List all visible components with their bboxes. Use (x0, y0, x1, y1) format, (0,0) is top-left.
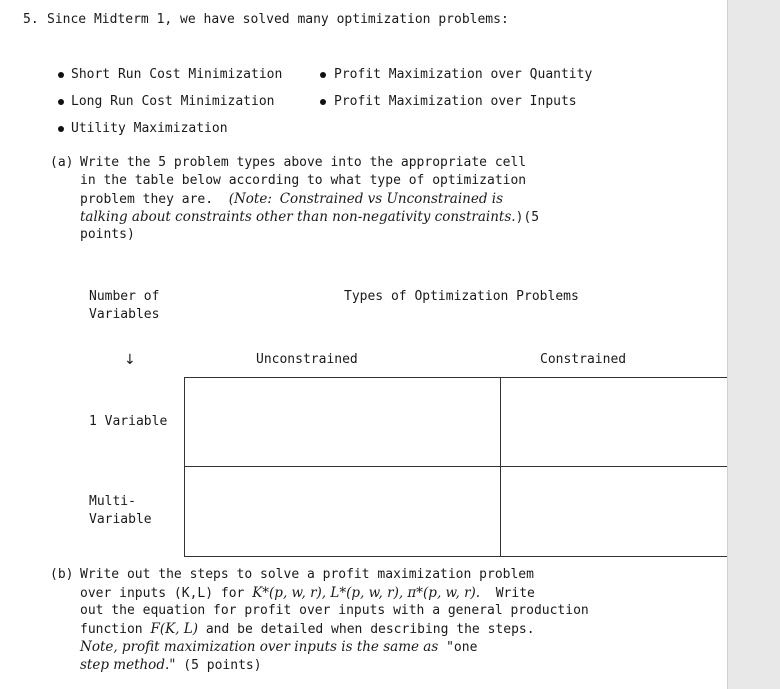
part-a-line-2: in the table below according to what type of optimization (80, 173, 527, 188)
header-variables: Variables (89, 307, 160, 322)
header-number-of: Number of (89, 289, 160, 304)
part-b-label: (b) (50, 567, 74, 582)
part-a-line-5: points) (80, 227, 135, 242)
part-b-line-4: function F(K, L) and be detailed when describing the steps. (80, 621, 535, 637)
part-b-line-3: out the equation for profit over inputs with a general production (80, 603, 589, 618)
part-a-line-1: Write the 5 problem types above into the appropriate cell (80, 155, 527, 170)
problem-type-utility: Utility Maximization (71, 121, 228, 136)
bullet-icon (58, 72, 64, 78)
cell-1-variable-unconstrained[interactable] (185, 378, 500, 466)
row-label-1-variable: 1 Variable (89, 414, 168, 429)
part-b-line-1: Write out the steps to solve a profit maximization problem (80, 567, 534, 582)
question-intro: Since Midterm 1, we have solved many optimization problems: (47, 12, 509, 27)
part-b-line-2: over inputs (K,L) for K*(p, w, r), L*(p, w, r), π*(p, w, r). Write (80, 585, 535, 601)
question-number: 5. (23, 12, 39, 27)
bullet-icon (320, 99, 326, 105)
problem-type-short-run: Short Run Cost Minimization (71, 67, 283, 82)
part-a-line-3: problem they are. (Note: Constrained vs Unconstrained is (80, 191, 503, 207)
bullet-icon (320, 72, 326, 78)
table-bottom-border (184, 556, 727, 557)
part-b-line-5: Note, profit maximization over inputs is the same as "one (80, 639, 478, 655)
problem-type-profit-quantity: Profit Maximization over Quantity (334, 67, 593, 82)
cell-1-variable-constrained[interactable] (501, 378, 727, 466)
row-label-multi: Multi- (89, 494, 136, 509)
down-arrow-icon: ↓ (124, 352, 136, 368)
column-header-constrained: Constrained (540, 352, 627, 367)
part-a-line-4: talking about constraints other than non-negativity constraints.)(5 (80, 209, 540, 225)
column-header-unconstrained: Unconstrained (256, 352, 358, 367)
problem-type-long-run: Long Run Cost Minimization (71, 94, 275, 109)
row-label-variable: Variable (89, 512, 152, 527)
header-types-of-optimization: Types of Optimization Problems (344, 289, 579, 304)
bullet-icon (58, 126, 64, 132)
part-a-label: (a) (50, 155, 74, 170)
cell-multi-variable-unconstrained[interactable] (185, 467, 500, 556)
problem-type-profit-inputs: Profit Maximization over Inputs (334, 94, 577, 109)
viewer-side-gutter (727, 0, 780, 689)
cell-multi-variable-constrained[interactable] (501, 467, 727, 556)
bullet-icon (58, 99, 64, 105)
part-b-line-6: step method." (5 points) (80, 657, 262, 673)
